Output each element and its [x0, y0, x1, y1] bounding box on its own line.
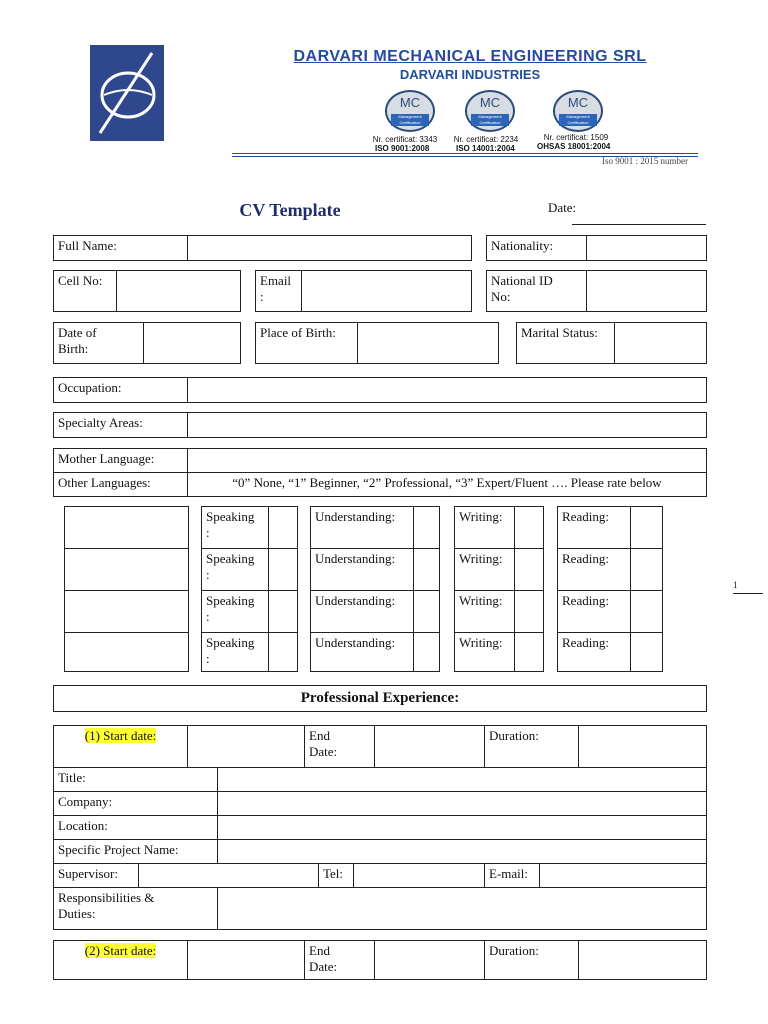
email-exp-label: E-mail: [484, 863, 540, 888]
location-field[interactable] [217, 815, 707, 840]
national-id-field[interactable] [586, 270, 707, 312]
header-rule [232, 153, 698, 154]
reading-label: Reading: [557, 590, 631, 633]
email-field[interactable] [301, 270, 472, 312]
email-exp-field[interactable] [539, 863, 707, 888]
duties-label: Responsibilities & Duties: [53, 887, 218, 930]
reading-rating[interactable] [630, 632, 663, 672]
reading-rating[interactable] [630, 590, 663, 633]
supervisor-label: Supervisor: [53, 863, 139, 888]
iso-note: Iso 9001 : 2015 number [602, 156, 688, 166]
cell-no-label: Cell No: [53, 270, 117, 312]
job-title-label: Title: [53, 767, 218, 792]
specialty-label: Specialty Areas: [53, 412, 188, 438]
email-label: Email : [255, 270, 302, 312]
start-date-field[interactable] [187, 725, 305, 768]
page-number: 1 [733, 580, 738, 590]
speaking-rating[interactable] [268, 590, 298, 633]
end-date-label: End Date: [304, 940, 375, 980]
writing-label: Writing: [454, 632, 515, 672]
marital-label: Marital Status: [516, 322, 615, 364]
writing-label: Writing: [454, 590, 515, 633]
page-title: CV Template [239, 200, 341, 220]
end-date-field[interactable] [374, 940, 485, 980]
language-name-field[interactable] [64, 548, 189, 591]
start-date-label [53, 940, 188, 980]
understanding-label: Understanding: [310, 590, 414, 633]
supervisor-field[interactable] [138, 863, 319, 888]
tel-label: Tel: [318, 863, 354, 888]
dob-label: Date of Birth: [53, 322, 144, 364]
writing-label: Writing: [454, 506, 515, 549]
speaking-label: Speaking : [201, 590, 269, 633]
cert-number: Nr. certificat: 3343 [372, 135, 438, 144]
writing-label: Writing: [454, 548, 515, 591]
company-name: DARVARI MECHANICAL ENGINEERING SRL [293, 48, 647, 65]
cert-number: Nr. certificat: 2234 [453, 135, 519, 144]
mc-badge-icon: MC Management Certification [465, 90, 515, 132]
tel-field[interactable] [353, 863, 485, 888]
nationality-label: Nationality: [486, 235, 587, 261]
reading-rating[interactable] [630, 548, 663, 591]
writing-rating[interactable] [514, 548, 544, 591]
language-scale-note: “0” None, “1” Beginner, “2” Professional, “3” Expert/Fluent …. Please rate below [187, 472, 707, 497]
start-date-label [53, 725, 188, 768]
experience-heading: Professional Experience: [53, 685, 707, 712]
cell-no-field[interactable] [116, 270, 241, 312]
cert-standard: OHSAS 18001:2004 [537, 142, 611, 151]
start-date-label-text: (1) Start date: [84, 728, 157, 743]
specialty-field[interactable] [187, 412, 707, 438]
nationality-field[interactable] [586, 235, 707, 261]
reading-label: Reading: [557, 506, 631, 549]
speaking-rating[interactable] [268, 506, 298, 549]
date-label: Date: [548, 200, 577, 215]
occupation-label: Occupation: [53, 377, 188, 403]
end-date-label: End Date: [304, 725, 375, 768]
full-name-field[interactable] [187, 235, 472, 261]
start-date-field[interactable] [187, 940, 305, 980]
understanding-rating[interactable] [413, 590, 440, 633]
page-number-line [733, 593, 763, 594]
job-title-field[interactable] [217, 767, 707, 792]
cert-number: Nr. certificat: 1509 [543, 133, 609, 142]
project-field[interactable] [217, 839, 707, 864]
mc-badge-icon: MC Management Certification [385, 90, 435, 132]
company-logo [90, 45, 164, 141]
speaking-rating[interactable] [268, 632, 298, 672]
understanding-rating[interactable] [413, 548, 440, 591]
company-label: Company: [53, 791, 218, 816]
duration-label: Duration: [484, 725, 579, 768]
understanding-label: Understanding: [310, 548, 414, 591]
dob-field[interactable] [143, 322, 241, 364]
understanding-rating[interactable] [413, 632, 440, 672]
speaking-rating[interactable] [268, 548, 298, 591]
occupation-field[interactable] [187, 377, 707, 403]
language-name-field[interactable] [64, 632, 189, 672]
project-label: Specific Project Name: [53, 839, 218, 864]
writing-rating[interactable] [514, 506, 544, 549]
company-field[interactable] [217, 791, 707, 816]
mc-badge-icon: MC Management Certification [553, 90, 603, 132]
location-label: Location: [53, 815, 218, 840]
reading-label: Reading: [557, 548, 631, 591]
understanding-rating[interactable] [413, 506, 440, 549]
speaking-label: Speaking : [201, 548, 269, 591]
marital-field[interactable] [614, 322, 707, 364]
understanding-label: Understanding: [310, 506, 414, 549]
duties-field[interactable] [217, 887, 707, 930]
language-name-field[interactable] [64, 590, 189, 633]
speaking-label: Speaking : [201, 506, 269, 549]
mother-language-field[interactable] [187, 448, 707, 473]
writing-rating[interactable] [514, 590, 544, 633]
duration-field[interactable] [578, 940, 707, 980]
reading-rating[interactable] [630, 506, 663, 549]
reading-label: Reading: [557, 632, 631, 672]
pob-label: Place of Birth: [255, 322, 358, 364]
national-id-label: National ID No: [486, 270, 587, 312]
duration-label: Duration: [484, 940, 579, 980]
start-date-label-text: (2) Start date: [84, 943, 157, 958]
cert-standard: ISO 14001:2004 [456, 144, 515, 153]
mother-language-label: Mother Language: [53, 448, 188, 473]
speaking-label: Speaking : [201, 632, 269, 672]
end-date-field[interactable] [374, 725, 485, 768]
company-subtitle: DARVARI INDUSTRIES [399, 67, 541, 82]
understanding-label: Understanding: [310, 632, 414, 672]
writing-rating[interactable] [514, 632, 544, 672]
duration-field[interactable] [578, 725, 707, 768]
full-name-label: Full Name: [53, 235, 188, 261]
language-name-field[interactable] [64, 506, 189, 549]
date-line[interactable] [572, 224, 706, 225]
other-languages-label: Other Languages: [53, 472, 188, 497]
pob-field[interactable] [357, 322, 499, 364]
cert-standard: ISO 9001:2008 [375, 144, 430, 153]
